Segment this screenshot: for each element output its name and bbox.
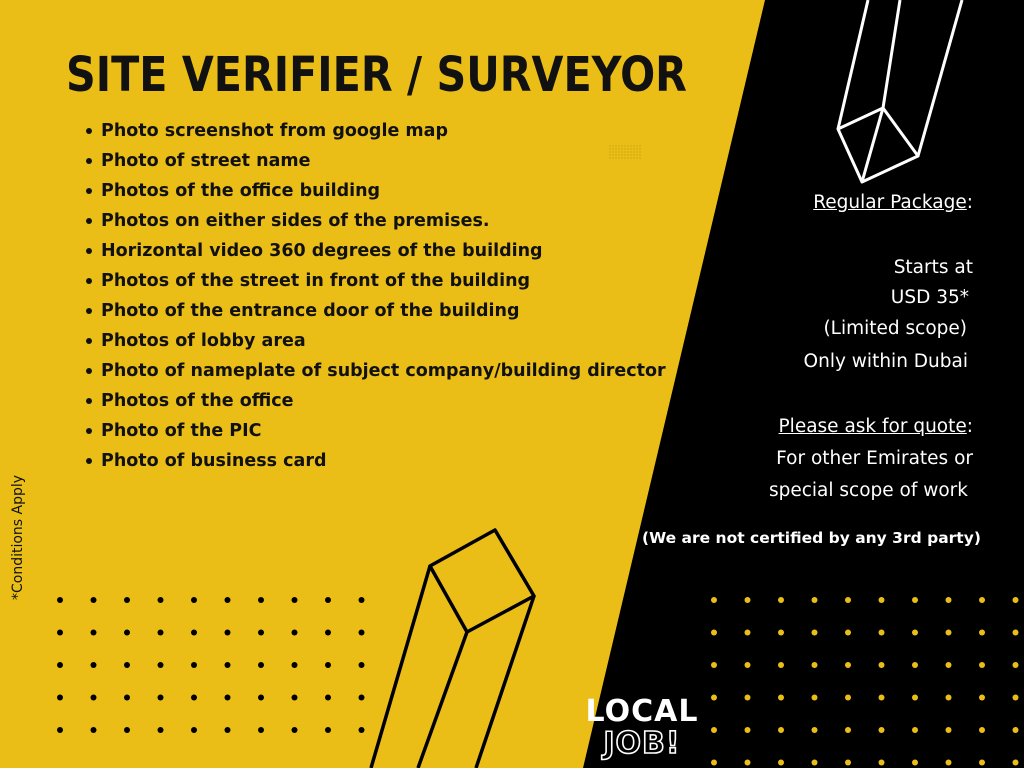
dot: [711, 630, 717, 636]
dot: [1013, 597, 1019, 603]
dot: [292, 695, 298, 701]
dot: [325, 630, 331, 636]
list-item: Photo of nameplate of subject company/building director: [86, 356, 666, 386]
dot: [359, 630, 365, 636]
dot: [778, 662, 784, 668]
dot: [158, 662, 164, 668]
dot: [258, 695, 264, 701]
list-item: Photos on either sides of the premises.: [86, 206, 666, 236]
dot: [812, 662, 818, 668]
dot: [325, 695, 331, 701]
dot: [745, 662, 751, 668]
dot: [912, 630, 918, 636]
quote-line: For other Emirates or: [776, 448, 973, 469]
dot: [845, 760, 851, 766]
dot: [979, 597, 985, 603]
dot: [745, 597, 751, 603]
dot: [292, 662, 298, 668]
list-item: Photo of street name: [86, 146, 666, 176]
dot: [845, 727, 851, 733]
dot: [879, 597, 885, 603]
dot: [124, 695, 130, 701]
quote-line: special scope of work: [768, 480, 968, 501]
dot: [359, 662, 365, 668]
dot: [57, 695, 63, 701]
quote-label: Please ask for quote: [778, 416, 967, 437]
list-item: Photos of lobby area: [86, 326, 666, 356]
pencil-outline-icon: [371, 530, 534, 768]
price-line: Starts at: [893, 257, 973, 278]
dot: [258, 662, 264, 668]
dot: [124, 662, 130, 668]
dot: [158, 727, 164, 733]
dot: [191, 630, 197, 636]
dot: [812, 630, 818, 636]
dot: [879, 695, 885, 701]
list-item: Photos of the office building: [86, 176, 666, 206]
dot: [325, 597, 331, 603]
dot: [258, 597, 264, 603]
dot: [812, 727, 818, 733]
dot: [745, 630, 751, 636]
disclaimer: (We are not certified by any 3rd party): [642, 529, 981, 547]
logo-line-job: JOB!: [603, 726, 681, 761]
dot: [979, 760, 985, 766]
price-line: (Limited scope): [823, 318, 967, 339]
dot: [292, 597, 298, 603]
dot: [191, 727, 197, 733]
dot: [225, 597, 231, 603]
dot: [57, 597, 63, 603]
dot: [979, 662, 985, 668]
dot: [225, 630, 231, 636]
dot: [258, 630, 264, 636]
dot: [778, 695, 784, 701]
dot: [57, 727, 63, 733]
dot: [359, 727, 365, 733]
dot: [946, 727, 952, 733]
dot: [745, 760, 751, 766]
dot: [979, 727, 985, 733]
dot: [778, 597, 784, 603]
dot: [191, 662, 197, 668]
list-item: Photo of the PIC: [86, 416, 666, 446]
dot: [912, 760, 918, 766]
dot: [1013, 662, 1019, 668]
dot: [711, 597, 717, 603]
dot: [879, 662, 885, 668]
dot: [91, 630, 97, 636]
dot: [57, 630, 63, 636]
dot: [124, 630, 130, 636]
list-item: Photos of the street in front of the building: [86, 266, 666, 296]
dot: [1013, 727, 1019, 733]
dot: [745, 727, 751, 733]
dot: [292, 630, 298, 636]
list-item: Photo screenshot from google map: [86, 116, 666, 146]
dot: [158, 630, 164, 636]
list-item: Photo of business card: [86, 446, 666, 476]
dot: [91, 695, 97, 701]
dot: [879, 727, 885, 733]
dot: [845, 630, 851, 636]
logo-line-local: LOCAL: [585, 694, 699, 729]
price-line: Only within Dubai: [803, 351, 968, 372]
dot: [912, 597, 918, 603]
dot: [778, 727, 784, 733]
dot: [225, 695, 231, 701]
list-item: Photos of the office: [86, 386, 666, 416]
dot: [912, 662, 918, 668]
dot: [91, 597, 97, 603]
dot: [979, 695, 985, 701]
price-line: USD 35*: [890, 287, 969, 308]
dot: [359, 695, 365, 701]
dot: [979, 630, 985, 636]
dot: [946, 630, 952, 636]
dot: [91, 727, 97, 733]
dot: [1013, 760, 1019, 766]
dot: [845, 695, 851, 701]
dot: [946, 760, 952, 766]
dot: [191, 695, 197, 701]
dot: [158, 695, 164, 701]
dot: [191, 597, 197, 603]
dot: [124, 597, 130, 603]
dot: [292, 727, 298, 733]
dot: [812, 760, 818, 766]
dot: [845, 597, 851, 603]
dot: [946, 695, 952, 701]
dot: [946, 662, 952, 668]
dot: [778, 760, 784, 766]
dot: [879, 760, 885, 766]
checklist: [86, 116, 666, 476]
dot: [359, 597, 365, 603]
regular-package-heading: [813, 192, 973, 213]
dot: [158, 597, 164, 603]
dot: [124, 727, 130, 733]
conditions-note: *Conditions Apply: [10, 474, 26, 600]
dot: [325, 662, 331, 668]
list-item: Horizontal video 360 degrees of the building: [86, 236, 666, 266]
page-title: SITE VERIFIER / SURVEYOR: [66, 47, 687, 103]
dot: [778, 630, 784, 636]
dot: [57, 662, 63, 668]
dot: [225, 727, 231, 733]
dot: [225, 662, 231, 668]
dot: [912, 695, 918, 701]
dot: [745, 695, 751, 701]
dot: [1013, 630, 1019, 636]
dot: [91, 662, 97, 668]
colon: :: [966, 416, 973, 437]
list-item: Photo of the entrance door of the building: [86, 296, 666, 326]
dot: [1013, 695, 1019, 701]
regular-package-label: Regular Package: [813, 192, 967, 213]
dot: [912, 727, 918, 733]
dot: [325, 727, 331, 733]
dot: [845, 662, 851, 668]
dot: [946, 597, 952, 603]
dot: [258, 727, 264, 733]
local-job-logo: [572, 694, 712, 768]
dot: [812, 695, 818, 701]
dot: [879, 630, 885, 636]
colon: :: [966, 192, 973, 213]
dot: [812, 597, 818, 603]
quote-heading: [779, 416, 973, 437]
dot: [711, 662, 717, 668]
dot-grid-left: [57, 597, 365, 733]
